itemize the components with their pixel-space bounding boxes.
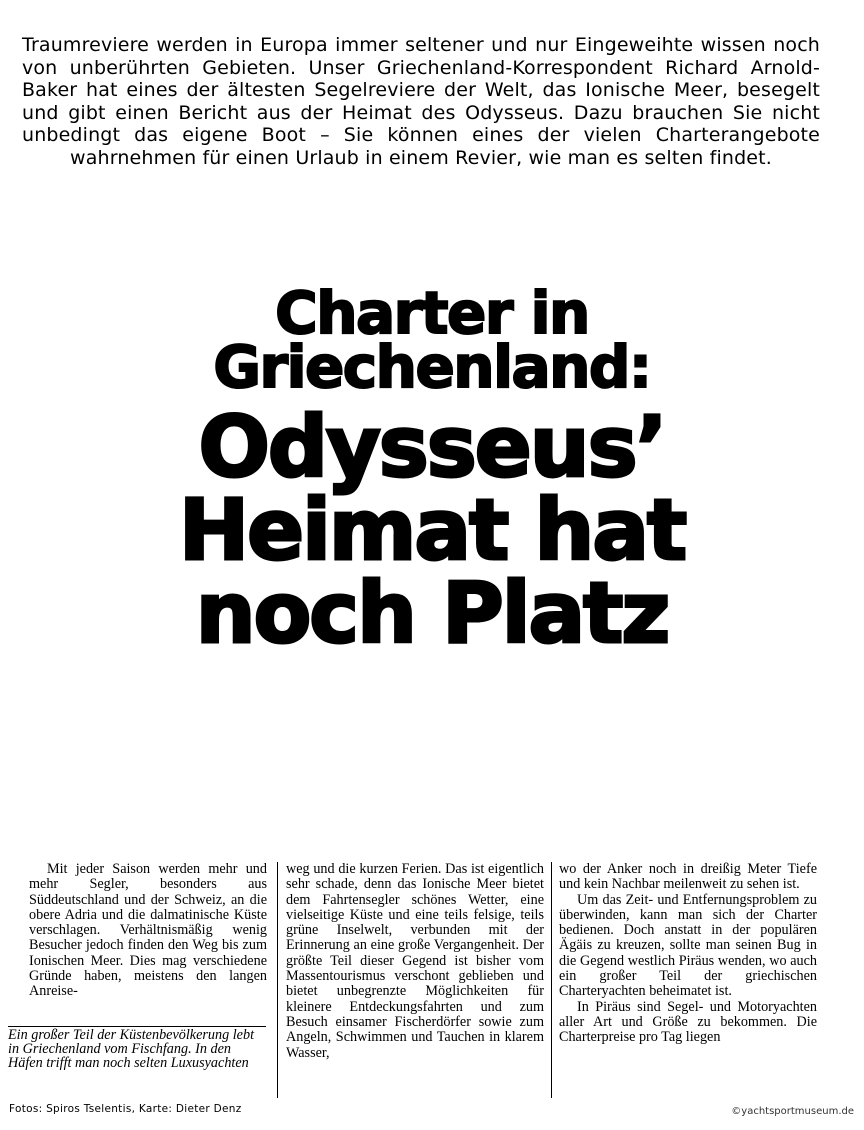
photo-caption: Ein großer Teil der Küstenbevölkerung lebt in Griechenland vom Fischfang. In den Häfen trifft man noch selten Luxusyachten [8, 1026, 266, 1071]
headline-line-1: Charter in [275, 279, 589, 347]
column-3-paragraph-2: Um das Zeit- und Entfernungsproblem zu überwinden, kann man sich der Charter bedienen. Doch anstatt in der populären Ägäis zu kreuzen, sollte man seinen Bug in die Gegend westlich Piräus wenden, wo auch ein großer Teil der griechischen Charteryachten beheimatet ist. [559, 891, 817, 1000]
photo-credits: Fotos: Spiros Tselentis, Karte: Dieter Denz [9, 1103, 242, 1115]
column-1-text: Mit jeder Saison werden mehr und mehr Segler, besonders aus Süddeutschland und der Schweiz, an die obere Adria und die dalmatinische Küste verschlagen. Verhältnismäßig wenig Besucher jedoch finden den Weg bis zum Ionischen Meer. Dies mag verschiedene Gründe haben, meistens den langen Anreise- [29, 861, 267, 1000]
headline-line-3: Odysseus’ [198, 398, 666, 496]
headline-line-5: noch Platz [195, 564, 669, 662]
intro-paragraph: Traumreviere werden in Europa immer seltener und nur Eingeweihte wissen noch von unberührten Gebieten. Unser Griechenland-Korrespondent Richard Arnold-Baker hat eines der ältesten Segelreviere der Welt, das Ionische Meer, besegelt und gibt einen Bericht aus der Heimat des Odysseus. Dazu brauchen Sie nicht unbedingt das eigene Boot – Sie können eines der vielen Charterangebote wahrnehmen für einen Urlaub in einem Revier, wie man es selten findet. [22, 34, 820, 169]
column-3-paragraph-3: In Piräus sind Segel- und Motoryachten aller Art und Größe zu bekommen. Die Charterpreise pro Tag liegen [559, 998, 817, 1046]
article-column-2 [286, 862, 544, 1061]
headline-line-2: Griechenland: [213, 333, 651, 401]
headline [0, 279, 864, 662]
article-column-1 [29, 862, 267, 1000]
watermark: ©yachtsportmuseum.de [731, 1106, 854, 1117]
headline-line-4: Heimat hat [178, 481, 686, 579]
column-divider-1 [277, 862, 278, 1098]
article-column-3 [559, 862, 817, 1046]
column-divider-2 [551, 862, 552, 1098]
column-2-text: weg und die kurzen Ferien. Das ist eigentlich sehr schade, denn das Ionische Meer bietet dem Fahrtensegler schönes Wetter, eine vielseitige Küste und eine teils felsige, teils grüne Inselwelt, verbunden mit der Erinnerung an eine große Vergangenheit. Der größte Teil dieser Gegend ist bisher vom Massentourismus verschont geblieben und bietet unbegrenzte Möglichkeiten für kleinere Entdeckungsfahrten und zum Besuch einsamer Fischerdörfer sowie zum Angeln, Schwimmen und Tauchen in klarem Wasser, [286, 861, 544, 1061]
column-3-paragraph-1: wo der Anker noch in dreißig Meter Tiefe und kein Nachbar meilenweit zu sehen ist. [559, 861, 817, 893]
